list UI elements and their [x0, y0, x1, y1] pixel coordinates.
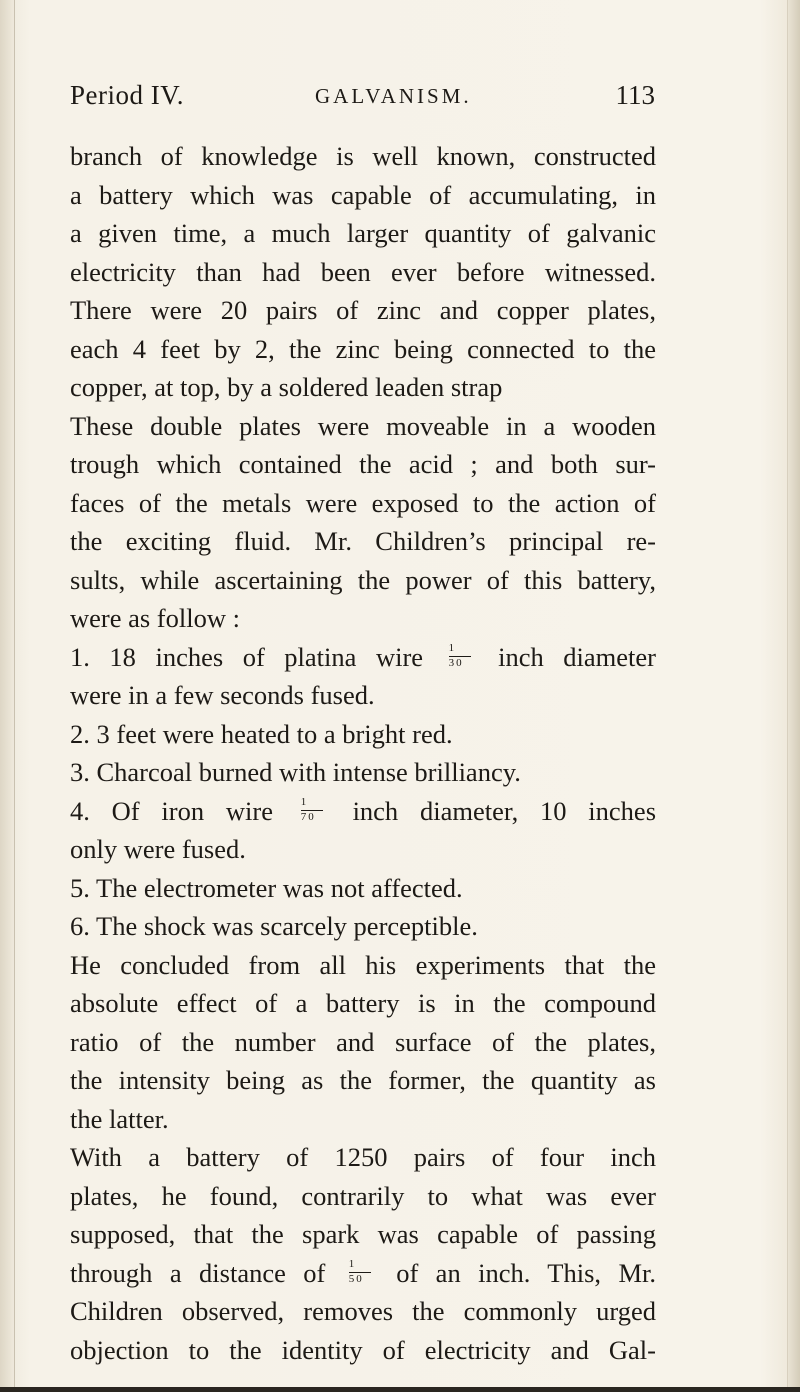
text-line: Children observed, removes the commonly urged: [70, 1296, 656, 1326]
list-item-4: [70, 792, 656, 831]
fraction: [348, 1257, 371, 1285]
body-text: [70, 137, 656, 1369]
text-line: were as follow :: [70, 603, 240, 633]
text-line: faces of the metals were exposed to the action of: [70, 487, 656, 518]
text-line: sults, while ascertaining the power of this battery,: [70, 564, 656, 595]
text-line: the intensity being as the former, the quantity as: [70, 1065, 656, 1095]
text-line: branch of knowledge is well known, constructed: [70, 141, 656, 171]
text-line: absolute effect of a battery is in the compound: [70, 988, 656, 1018]
text-fragment: of an inch. This, Mr.: [396, 1257, 656, 1288]
header-period: Period IV.: [70, 80, 185, 110]
header-title: GALVANISM.: [315, 84, 472, 108]
fraction-denominator: 30: [448, 656, 464, 669]
text-line: He concluded from all his experiments that the: [70, 949, 656, 980]
text-line: plates, he found, contrarily to what was ever: [70, 1180, 656, 1211]
list-item-text: inch diameter: [498, 641, 657, 672]
text-fragment: through a distance of: [70, 1257, 326, 1288]
text-line-with-fraction: [70, 1254, 656, 1293]
fraction-denominator: 50: [348, 1272, 364, 1285]
text-line: a battery which was capable of accumulating, in: [70, 179, 656, 210]
list-item-2: 2. 3 feet were heated to a bright red.: [70, 718, 453, 749]
list-item-5: 5. The electrometer was not affected.: [70, 872, 463, 903]
text-line: only were fused.: [70, 834, 246, 864]
list-item-6: 6. The shock was scarcely perceptible.: [70, 911, 478, 941]
text-line: ratio of the number and surface of the plates,: [70, 1026, 656, 1057]
fraction: [448, 641, 471, 669]
text-line: the exciting fluid. Mr. Children’s principal re-: [70, 526, 656, 556]
text-line: electricity than had been ever before witnessed.: [70, 256, 656, 287]
list-item-text: 4. Of iron wire: [70, 795, 273, 826]
fraction-numerator: 1: [348, 1257, 355, 1270]
list-item-text: inch diameter, 10 inches: [352, 795, 657, 826]
text-line: trough which contained the acid ; and both sur-: [70, 449, 656, 479]
fraction-numerator: 1: [448, 641, 455, 654]
running-header: [70, 80, 655, 116]
text-line: With a battery of 1250 pairs of four inch: [70, 1142, 656, 1172]
fraction: [300, 795, 323, 823]
fraction-denominator: 70: [300, 810, 316, 823]
text-line: each 4 feet by 2, the zinc being connected to the: [70, 333, 656, 364]
text-line: were in a few seconds fused.: [70, 680, 375, 710]
page-number: 113: [615, 80, 655, 110]
page-fore-edge: [787, 0, 800, 1392]
list-item-1: [70, 638, 656, 677]
text-line: objection to the identity of electricity and Gal-: [70, 1334, 656, 1365]
text-line: There were 20 pairs of zinc and copper plates,: [70, 295, 656, 325]
text-line: a given time, a much larger quantity of galvanic: [70, 218, 656, 248]
bottom-edge-shadow: [0, 1387, 800, 1392]
text-line: supposed, that the spark was capable of passing: [70, 1219, 656, 1249]
text-line: the latter.: [70, 1103, 169, 1134]
list-item-3: 3. Charcoal burned with intense brilliancy.: [70, 757, 521, 787]
fraction-numerator: 1: [300, 795, 307, 808]
text-line: copper, at top, by a soldered leaden strap: [70, 372, 503, 402]
list-item-text: 1. 18 inches of platina wire: [70, 641, 424, 672]
page-gutter-edge: [0, 0, 15, 1392]
text-line: These double plates were moveable in a wooden: [70, 410, 656, 441]
